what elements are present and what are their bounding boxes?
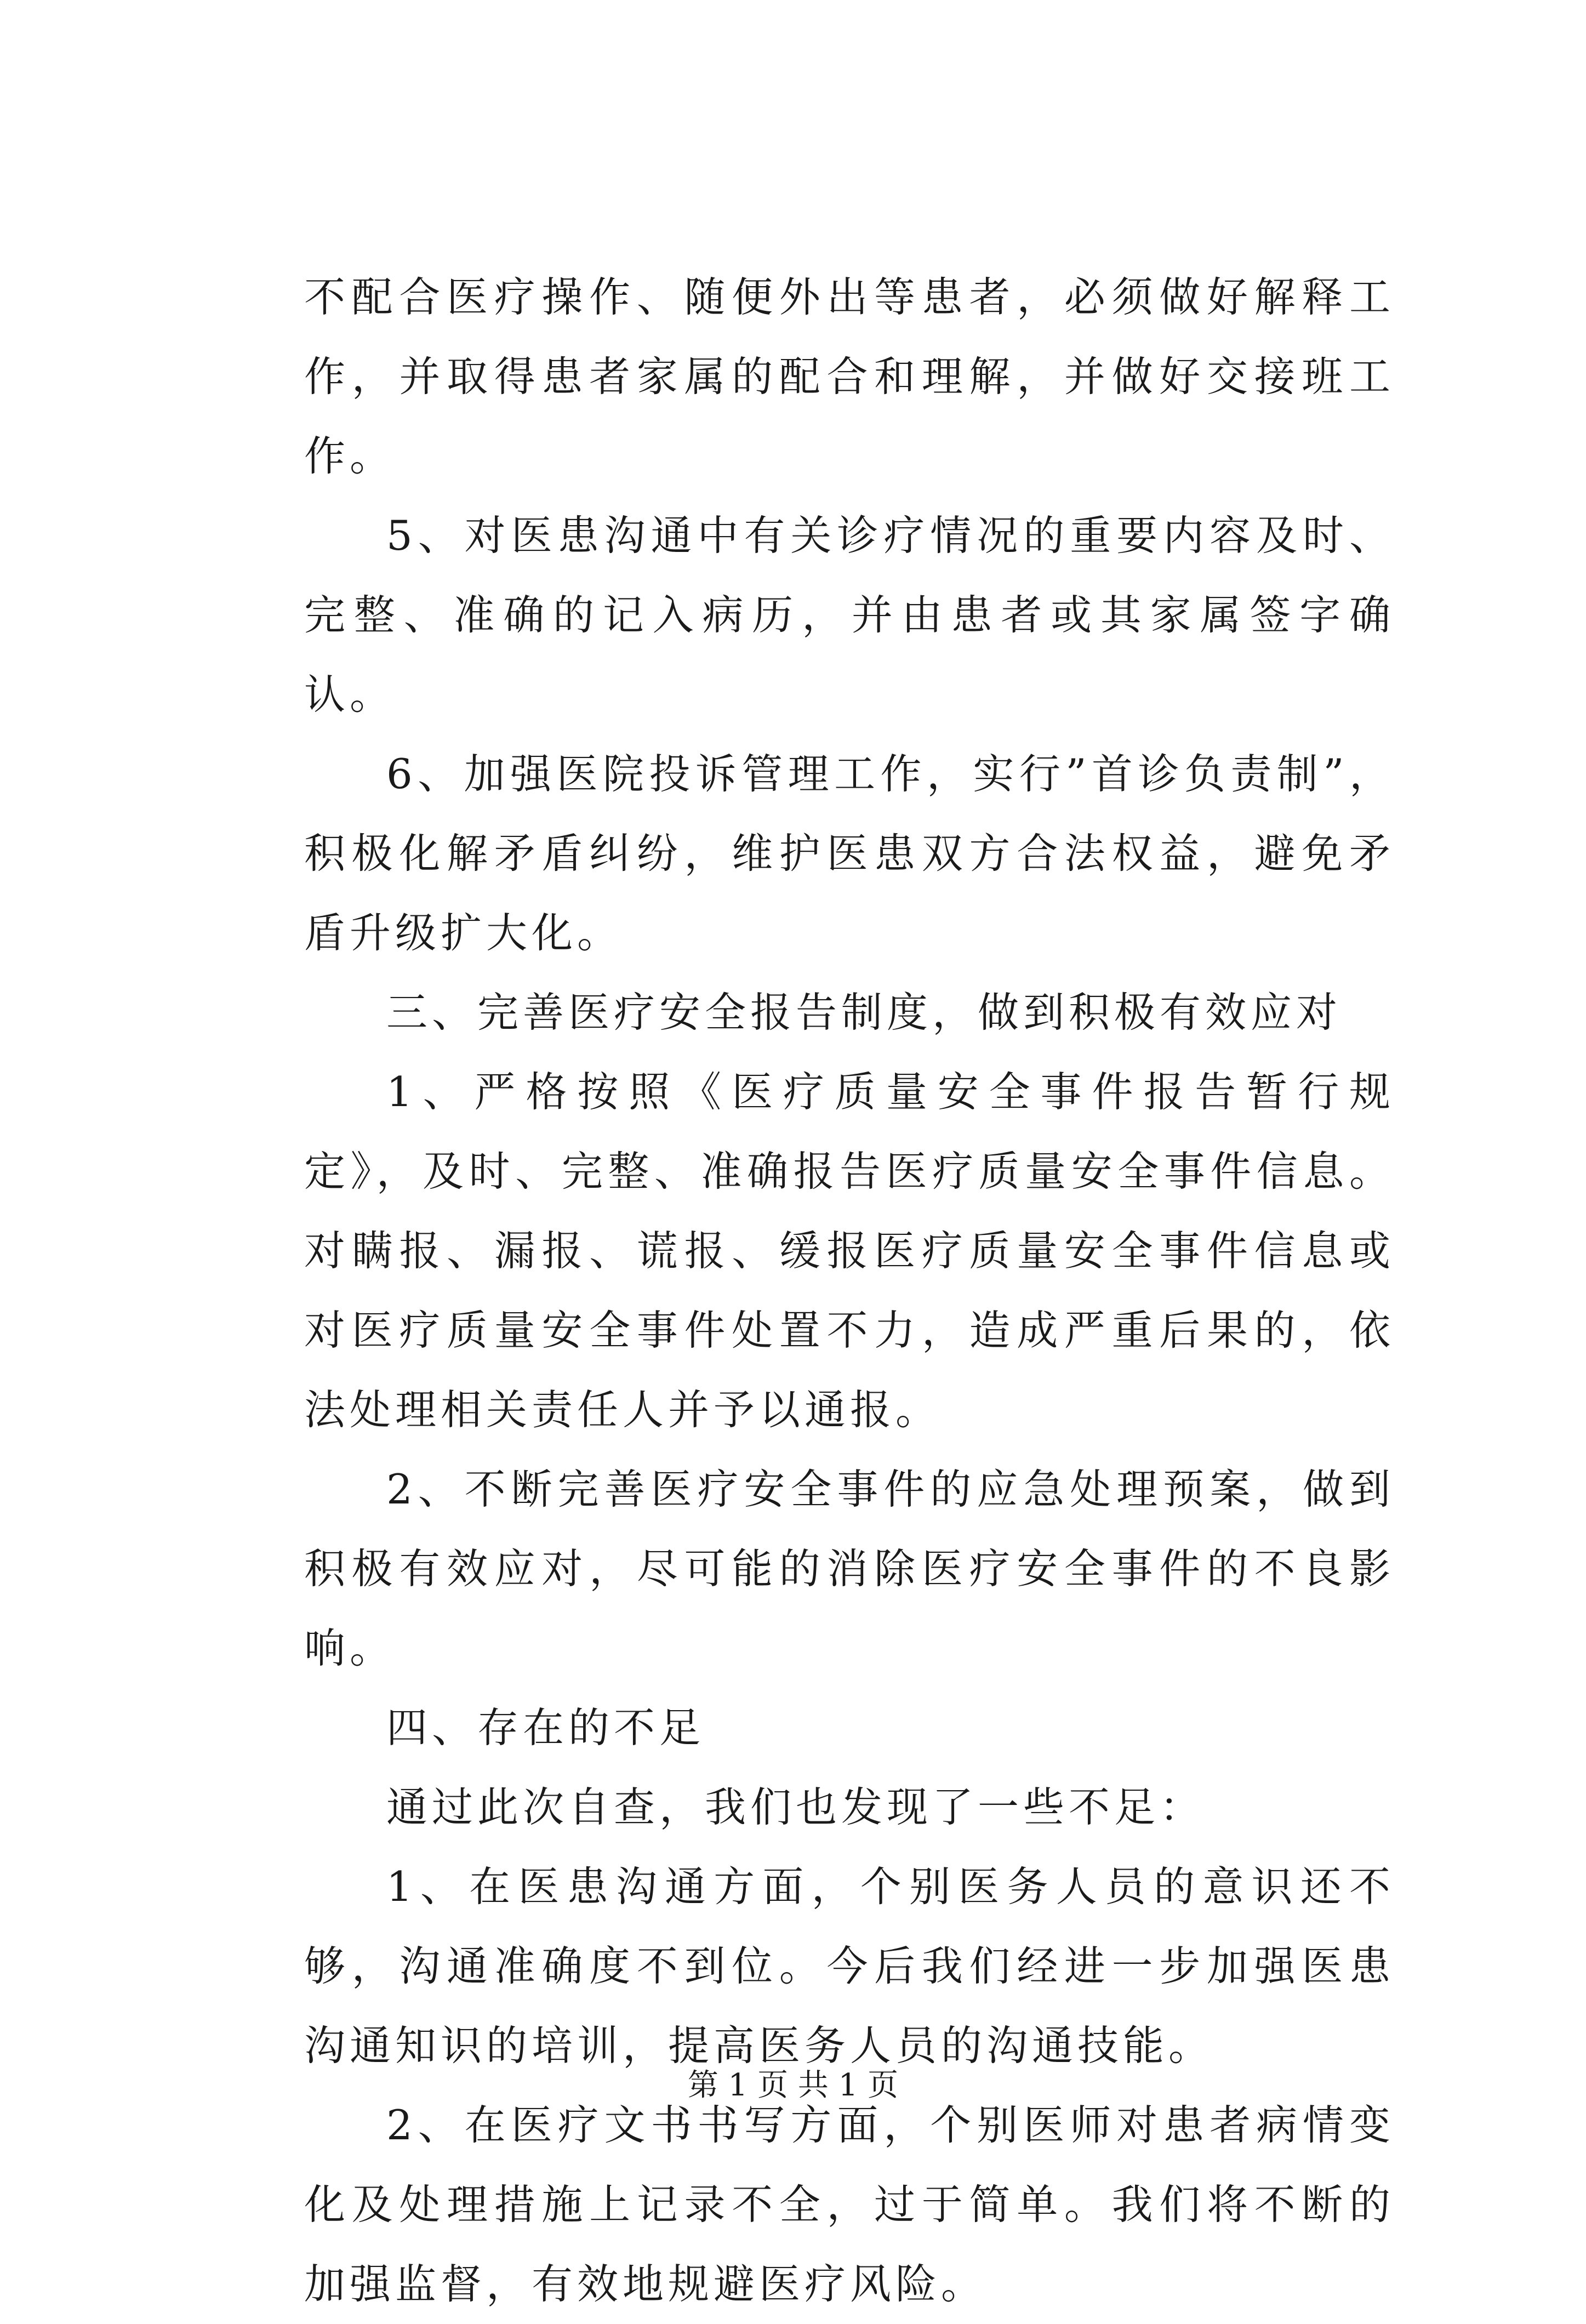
section-heading-3: 三、完善医疗安全报告制度，做到积极有效应对 [386,988,1342,1036]
paragraph-continuation: 不配合医疗操作、随便外出等患者，必须做好解释工作，并取得患者家属的配合和理解，并做好交接班工作。 [304,273,1395,480]
page-number-footer: 第 1 页 共 1 页 [687,2067,899,2103]
document-body [304,258,1395,2324]
paragraph-section3-item-1: 1、严格按照《医疗质量安全事件报告暂行规定》，及时、完整、准确报告医疗质量安全事件信息。对瞒报、漏报、谎报、缓报医疗质量安全事件信息或对医疗质量安全事件处置不力，造成严重后果的，依法处理相关责任人并予以通报。 [304,1068,1395,1434]
section-heading-4: 四、存在的不足 [386,1704,705,1752]
paragraph-section4-item-1: 1、在医患沟通方面，个别医务人员的意识还不够，沟通准确度不到位。今后我们经进一步加强医患沟通知识的培训，提高医务人员的沟通技能。 [304,1862,1395,2070]
paragraph-item-5: 5、对医患沟通中有关诊疗情况的重要内容及时、完整、准确的记入病历，并由患者或其家属签字确认。 [304,511,1395,719]
paragraph-item-6: 6、加强医院投诉管理工作，实行”首诊负责制”，积极化解矛盾纠纷，维护医患双方合法权益，避免矛盾升级扩大化。 [304,750,1395,957]
paragraph-section4-item-2: 2、在医疗文书书写方面，个别医师对患者病情变化及处理措施上记录不全，过于简单。我们将不断的加强监督，有效地规避医疗风险。 [304,2101,1395,2308]
paragraph-section3-item-2: 2、不断完善医疗安全事件的应急处理预案，做到积极有效应对，尽可能的消除医疗安全事件的不良影响。 [304,1465,1395,1672]
paragraph-intro: 通过此次自查，我们也发现了一些不足： [386,1783,1206,1831]
